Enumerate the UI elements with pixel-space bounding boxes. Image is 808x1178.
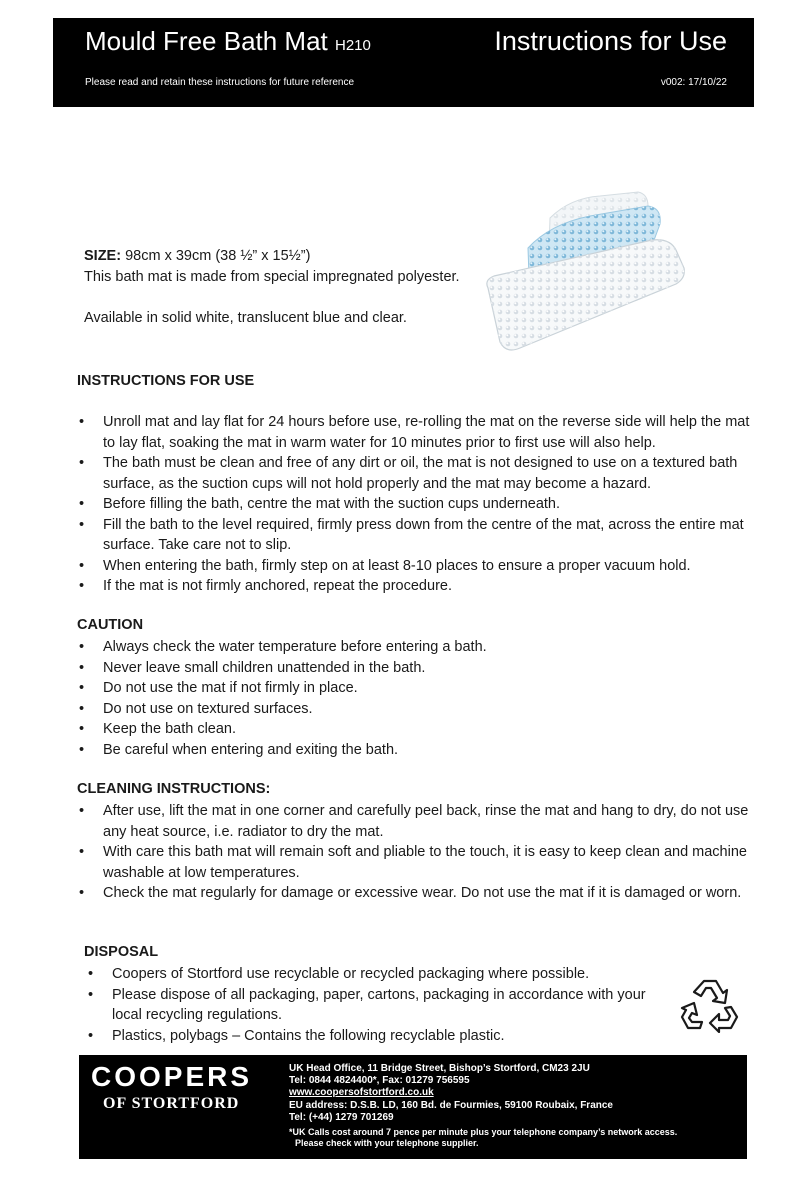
list-item: • Before filling the bath, centre the mat with the suction cups underneath. — [77, 494, 757, 515]
list-item: • Keep the bath clean. — [77, 719, 757, 740]
availability-text: Available in solid white, translucent blue and clear. — [84, 310, 407, 326]
brand-subtitle: OF STORTFORD — [103, 1095, 240, 1112]
list-item: • Never leave small children unattended in the bath. — [77, 658, 757, 679]
brand-logo: COOPERS — [91, 1061, 253, 1092]
bath-mat-image — [480, 188, 690, 360]
disposal-list — [86, 964, 676, 1046]
list-item: • When entering the bath, firmly step on at least 8-10 places to ensure a proper vacuum hold. — [77, 556, 757, 577]
call-note — [289, 1127, 677, 1149]
cleaning-list — [77, 801, 757, 904]
cleaning-title: CLEANING INSTRUCTIONS: — [77, 781, 271, 797]
website-link[interactable]: www.coopersofstortford.co.uk — [289, 1087, 434, 1099]
call-note-line1: *UK Calls cost around 7 pence per minute plus your telephone company’s network access. — [289, 1127, 678, 1137]
list-item: • Be careful when entering and exiting the bath. — [77, 740, 757, 761]
list-item: • Check the mat regularly for damage or excessive wear. Do not use the mat if it is damaged or worn. — [77, 883, 757, 904]
list-item: • Unroll mat and lay flat for 24 hours before use, re-rolling the mat on the reverse side will help the mat to lay flat, soaking the mat in warm water for 10 minutes prior to first use will also help. — [77, 412, 757, 453]
list-item: • The bath must be clean and free of any dirt or oil, the mat is not designed to use on a textured bath surface, as the suction cups will not hold properly and the mat may become a hazard. — [77, 453, 757, 494]
list-item: • After use, lift the mat in one corner and carefully peel back, rinse the mat and hang to dry, do not use any heat source, i.e. radiator to dry the mat. — [77, 801, 757, 842]
eu-address: EU address: D.S.B. LD, 160 Bd. de Fourmies, 59100 Roubaix, France — [289, 1099, 613, 1111]
phone-fax: Tel: 0844 4824400*, Fax: 01279 756595 — [289, 1075, 470, 1087]
version-label: v002: 17/10/22 — [660, 77, 727, 88]
product-name: Mould Free Bath Mat — [85, 26, 335, 56]
instructions-title: INSTRUCTIONS FOR USE — [77, 373, 255, 389]
list-item: • If the mat is not firmly anchored, repeat the procedure. — [77, 576, 757, 597]
size-line — [84, 246, 464, 267]
document-header — [53, 18, 754, 107]
product-code: H210 — [335, 37, 371, 54]
call-note-line2: Please check with your telephone supplier. — [295, 1138, 479, 1148]
size-block — [84, 246, 464, 329]
list-item: • With care this bath mat will remain soft and pliable to the touch, it is easy to keep clean and machine washable at low temperatures. — [77, 842, 757, 883]
product-title — [85, 26, 371, 57]
list-item: • Fill the bath to the level required, firmly press down from the centre of the mat, across the entire mat surface. Take care not to slip. — [77, 515, 757, 556]
material-text: This bath mat is made from special impregnated polyester. — [84, 269, 460, 285]
company-footer — [79, 1055, 747, 1159]
header-subtitle: Please read and retain these instructions for future reference — [85, 77, 355, 88]
size-label: SIZE: — [84, 248, 122, 264]
doc-title: Instructions for Use — [494, 26, 727, 56]
list-item: • Do not use the mat if not firmly in place. — [77, 678, 757, 699]
caution-list — [77, 637, 757, 760]
list-item: • Coopers of Stortford use recyclable or recycled packaging where possible. — [86, 964, 676, 985]
uk-address: UK Head Office, 11 Bridge Street, Bishop’s Stortford, CM23 2JU — [289, 1063, 590, 1074]
list-item: • Please dispose of all packaging, paper, cartons, packaging in accordance with your local recycling regulations. — [86, 985, 676, 1026]
contact-info — [289, 1063, 613, 1124]
eu-phone: Tel: (+44) 1279 701269 — [289, 1111, 394, 1123]
recycle-icon — [680, 975, 740, 1033]
caution-title: CAUTION — [77, 617, 144, 633]
size-value: 98cm x 39cm (38 ½” x 15½”) — [121, 248, 311, 264]
list-item: • Always check the water temperature before entering a bath. — [77, 637, 757, 658]
list-item: • Plastics, polybags – Contains the following recyclable plastic. — [86, 1026, 676, 1047]
disposal-title: DISPOSAL — [84, 944, 159, 960]
instructions-list — [77, 412, 757, 597]
list-item: • Do not use on textured surfaces. — [77, 699, 757, 720]
